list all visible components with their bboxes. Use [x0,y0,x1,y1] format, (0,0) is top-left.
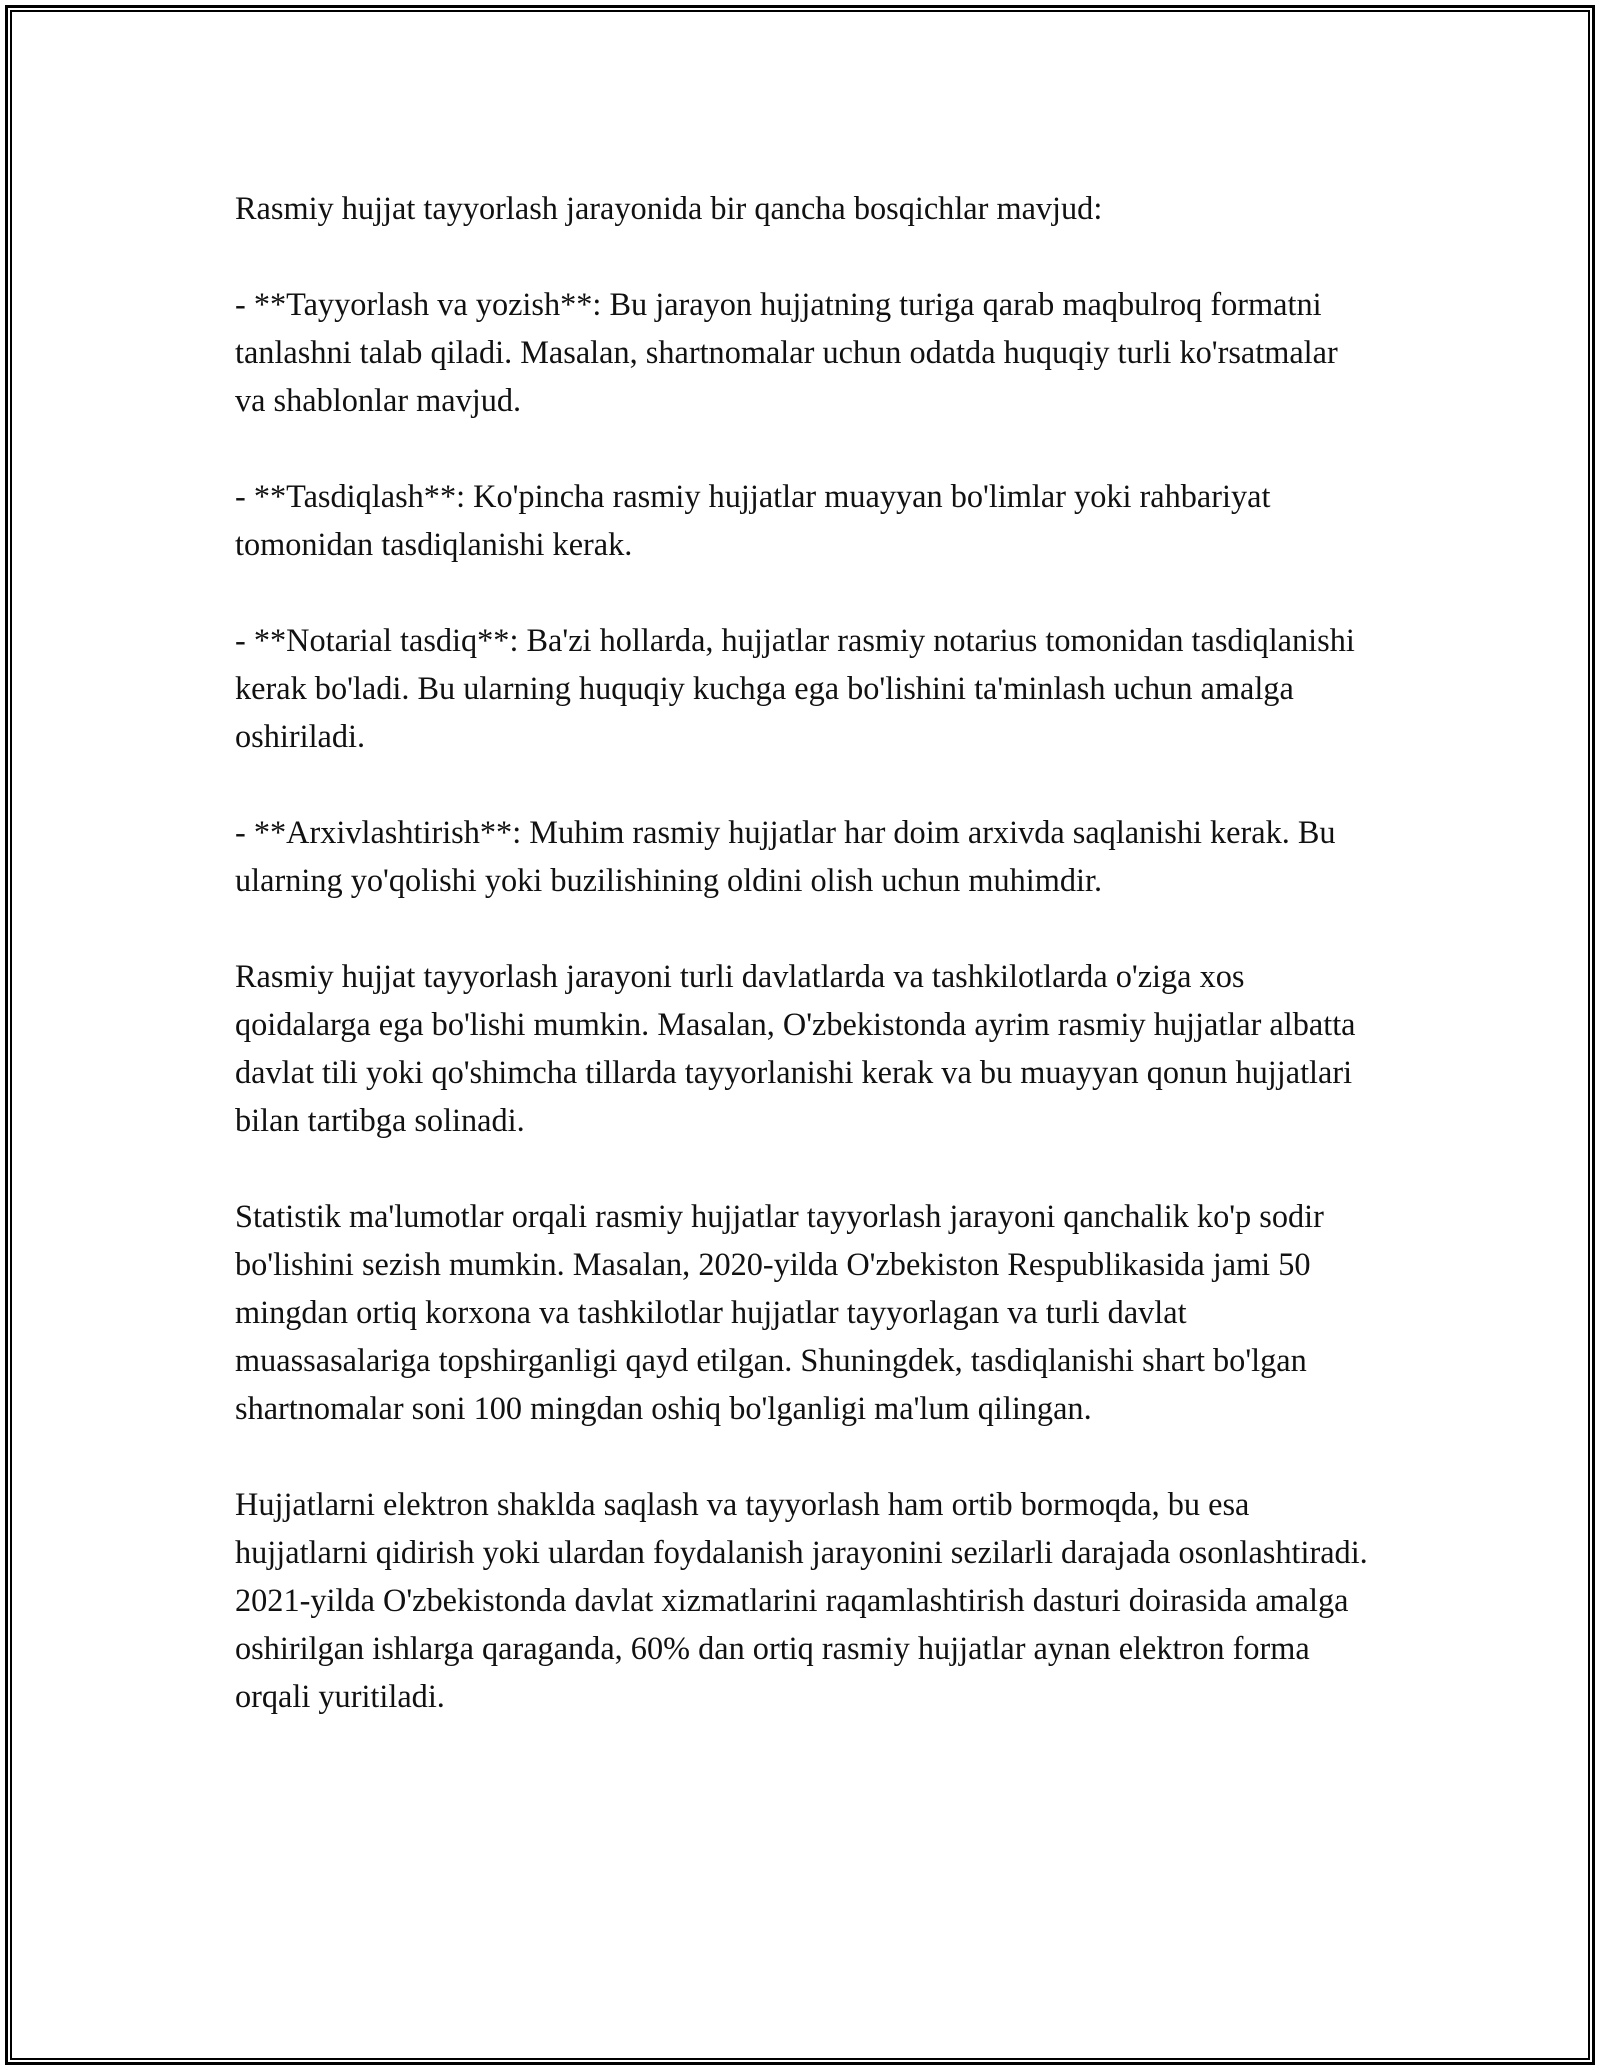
list-item-tayyorlash: - **Tayyorlash va yozish**: Bu jarayon hujjatning turiga qarab maqbulroq formatni tanlashni talab qiladi. Masalan, shartnomalar uchun odatda huquqiy turli ko'rsatmalar va shablonlar mavjud. [235,286,1338,418]
list-item-arxivlashtirish: - **Arxivlashtirish**: Muhim rasmiy hujjatlar har doim arxivda saqlanishi kerak. Bu ularning yo'qolishi yoki buzilishining oldini olish uchun muhimdir. [235,814,1336,898]
body-paragraph-statistics: Statistik ma'lumotlar orqali rasmiy hujjatlar tayyorlash jarayoni qanchalik ko'p sodir bo'lishini sezish mumkin. Masalan, 2020-yilda O'zbekiston Respublikasida jami 50 mingdan ortiq korxona va tashkilotlar hujjatlar tayyorlagan va turli davlat muassasalariga topshirganligi qayd etilgan. Shuningdek, tasdiqlanishi shart bo'lgan shartnomalar soni 100 mingdan oshiq bo'lganligi ma'lum qilingan. [235,1198,1324,1426]
list-item-tasdiqlash: - **Tasdiqlash**: Ko'pincha rasmiy hujjatlar muayyan bo'limlar yoki rahbariyat tomonidan tasdiqlanishi kerak. [235,478,1271,562]
document-body [235,184,1375,1768]
body-paragraph-rules: Rasmiy hujjat tayyorlash jarayoni turli davlatlarda va tashkilotlarda o'ziga xos qoidalarga ega bo'lishi mumkin. Masalan, O'zbekistonda ayrim rasmiy hujjatlar albatta davlat tili yoki qo'shimcha tillarda tayyorlanishi kerak va bu muayyan qonun hujjatlari bilan tartibga solinadi. [235,958,1356,1138]
body-paragraph-electronic: Hujjatlarni elektron shaklda saqlash va tayyorlash ham ortib bormoqda, bu esa hujjatlarni qidirish yoki ulardan foydalanish jarayonini sezilarli darajada osonlashtiradi. 2021-yilda O'zbekistonda davlat xizmatlarini raqamlashtirish dasturi doirasida amalga oshirilgan ishlarga qaraganda, 60% dan ortiq rasmiy hujjatlar aynan elektron forma orqali yuritiladi. [235,1486,1368,1714]
intro-paragraph: Rasmiy hujjat tayyorlash jarayonida bir qancha bosqichlar mavjud: [235,190,1103,226]
list-item-notarial: - **Notarial tasdiq**: Ba'zi hollarda, hujjatlar rasmiy notarius tomonidan tasdiqlanishi kerak bo'ladi. Bu ularning huquqiy kuchga ega bo'lishini ta'minlash uchun amalga oshiriladi. [235,622,1355,754]
